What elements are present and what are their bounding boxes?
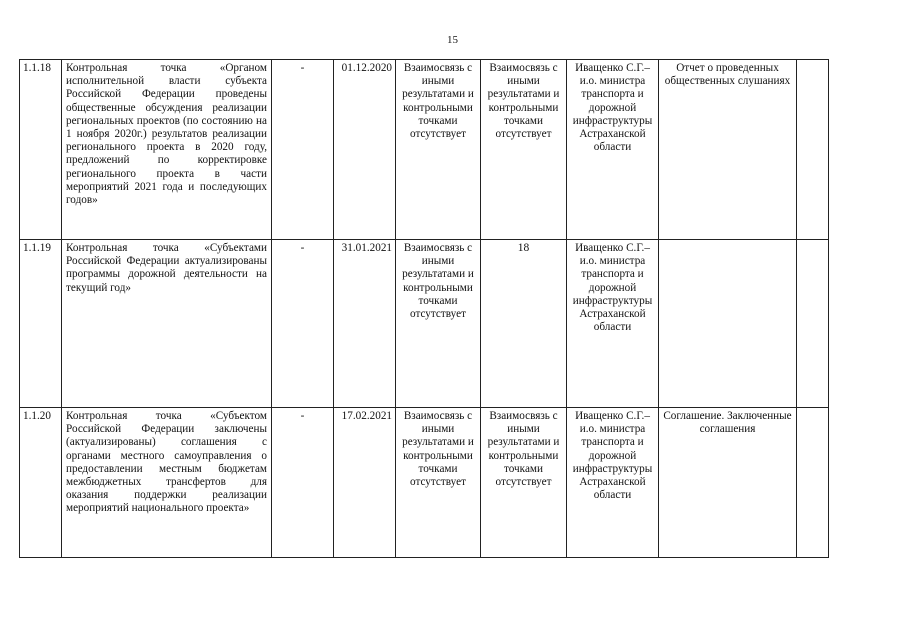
control-level <box>797 408 829 558</box>
row-number: 1.1.19 <box>20 240 62 408</box>
responsible-person: Иващенко С.Г.– и.о. министра транспорта и дорожной инфраструктуры Астраханской области <box>567 408 659 558</box>
document-type <box>659 240 797 408</box>
control-level <box>797 240 829 408</box>
control-point-name: Контрольная точка «Органом исполнительной власти субъекта Российской Федерации проведены общественные обсуждения реализации региональных проектов (по состоянию на 1 ноября 2020г.) результатов реализации регионального проекта в 2020 году, предложений по корректировке регионального проекта в части мероприятий 2021 года и последующих годов» <box>62 60 272 240</box>
base-value: - <box>272 408 334 558</box>
deadline-date: 17.02.2021 <box>334 408 396 558</box>
predecessor-links: Взаимосвязь с иными результатами и контрольными точками отсутствует <box>396 60 481 240</box>
row-number: 1.1.18 <box>20 60 62 240</box>
control-point-name: Контрольная точка «Субъектами Российской Федерации актуализированы программы дорожной деятельности на текущий год» <box>62 240 272 408</box>
document-type: Соглашение. Заключенные соглашения <box>659 408 797 558</box>
page-number: 15 <box>447 34 458 46</box>
row-number: 1.1.20 <box>20 408 62 558</box>
successor-links: Взаимосвязь с иными результатами и контрольными точками отсутствует <box>481 408 567 558</box>
responsible-person: Иващенко С.Г.– и.о. министра транспорта и дорожной инфраструктуры Астраханской области <box>567 240 659 408</box>
base-value: - <box>272 60 334 240</box>
predecessor-links: Взаимосвязь с иными результатами и контрольными точками отсутствует <box>396 240 481 408</box>
document-type: Отчет о проведенных общественных слушаниях <box>659 60 797 240</box>
table-row <box>20 408 829 558</box>
responsible-person: Иващенко С.Г.– и.о. министра транспорта и дорожной инфраструктуры Астраханской области <box>567 60 659 240</box>
control-level <box>797 60 829 240</box>
deadline-date: 31.01.2021 <box>334 240 396 408</box>
successor-links: 18 <box>481 240 567 408</box>
predecessor-links: Взаимосвязь с иными результатами и контрольными точками отсутствует <box>396 408 481 558</box>
table-row <box>20 240 829 408</box>
table-row <box>20 60 829 240</box>
control-point-name: Контрольная точка «Субъектом Российской Федерации заключены (актуализированы) соглашения с органами местного самоуправления о предоставлении местным бюджетам межбюджетных трансфертов для оказания поддержки реализации мероприятий национального проекта» <box>62 408 272 558</box>
control-points-table <box>19 59 829 558</box>
successor-links: Взаимосвязь с иными результатами и контрольными точками отсутствует <box>481 60 567 240</box>
deadline-date: 01.12.2020 <box>334 60 396 240</box>
base-value: - <box>272 240 334 408</box>
